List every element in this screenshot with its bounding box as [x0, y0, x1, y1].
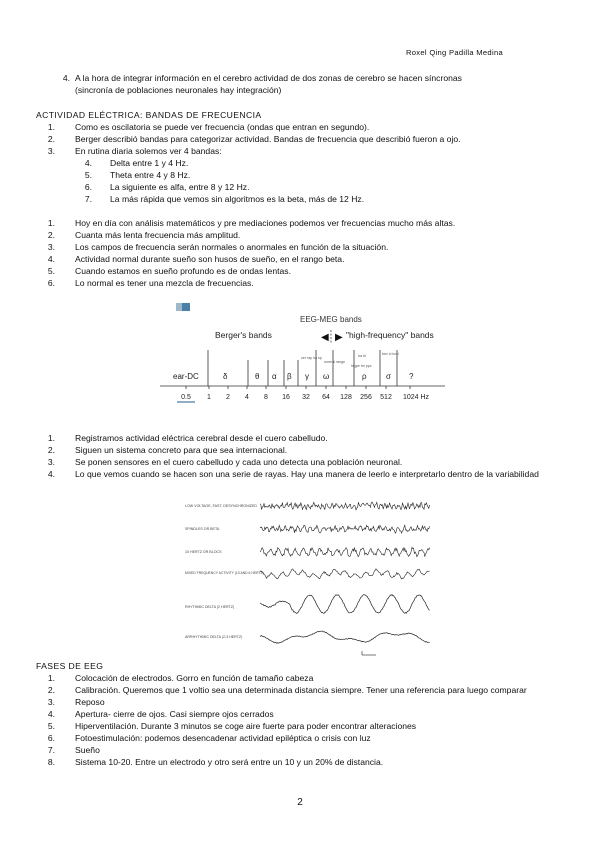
item-text: Actividad normal durante sueño son husos de sueño, en el rango beta. — [75, 254, 345, 264]
item-number: 1. — [47, 673, 55, 683]
item-text: La más rápida que vemos sin algoritmos es la beta, más de 12 Hz. — [110, 194, 365, 204]
trace-arrhythmic-delta — [260, 631, 430, 643]
item-text: Como es oscilatoria se puede ver frecuencia (ondas que entran en segundo). — [75, 122, 370, 132]
item-number: 6. — [84, 182, 92, 192]
arrow-left-icon: ◀ — [321, 332, 329, 343]
item-number: 2. — [47, 685, 55, 695]
band-label-ear-dc: ear-DC — [173, 372, 199, 381]
item-number: 2. — [47, 230, 55, 240]
trace-fast — [260, 502, 430, 510]
band-label-delta: δ — [223, 372, 228, 381]
item-text: Registramos actividad eléctrica cerebral desde el cuero cabelludo. — [75, 433, 328, 443]
item-text: Reposo — [75, 697, 105, 707]
tick-label: 0.5 — [181, 394, 191, 401]
tick-label: 2 — [226, 394, 230, 401]
item-number: 7. — [84, 194, 92, 204]
band-small-label: ver ray ha sp — [301, 356, 322, 360]
tick-label: 32 — [302, 394, 310, 401]
item-text: Hiperventilación. Durante 3 minutos se coge aire fuerte para poder encontrar alteraciones — [75, 721, 417, 731]
item-text: Se ponen sensores en el cuero cabelludo y cada uno detecta una población neuronal. — [75, 457, 403, 467]
intro-number: 4. — [62, 73, 70, 83]
band-label-gamma: γ — [305, 372, 309, 381]
intro-line2: (sincronía de poblaciones neuronales hay integración) — [75, 85, 282, 95]
item-number: 4. — [47, 469, 55, 479]
eeg-bands-figure — [160, 298, 450, 410]
tick-label: 64 — [322, 394, 330, 401]
item-text: Cuanta más lenta frecuencia más amplitud. — [75, 230, 241, 240]
item-text: Theta entre 4 y 8 Hz. — [110, 170, 191, 180]
item-text: Apertura- cierre de ojos. Casi siempre ojos cerrados — [75, 709, 274, 719]
tick-label: 1024 Hz — [402, 394, 430, 401]
item-number: 3. — [47, 457, 55, 467]
intro-line1: A la hora de integrar información en el cerebro actividad de dos zonas de cerebro se hacen síncronas — [75, 73, 462, 83]
figure-mark-dark — [182, 303, 190, 311]
trace-alpha — [260, 547, 430, 556]
tick-label: 256 — [360, 394, 372, 401]
item-text: Los campos de frecuencia serán normales o anormales en función de la situación. — [75, 242, 389, 252]
tick-label: 4 — [245, 394, 249, 401]
trace-mixed — [260, 569, 430, 579]
berger-bands-label: Berger's bands — [215, 330, 272, 340]
item-number: 8. — [47, 757, 55, 767]
item-number: 6. — [47, 278, 55, 288]
band-label-sigma: σ — [386, 372, 391, 381]
item-text: Sueño — [75, 745, 100, 755]
item-text: Siguen un sistema concreto para que sea internacional. — [75, 445, 288, 455]
item-text: En rutina diaria solemos ver 4 bandas: — [75, 146, 222, 156]
item-text: Cuando estamos en sueño profundo es de ondas lentas. — [75, 266, 291, 276]
tick-label: 16 — [282, 394, 290, 401]
tick-label: 8 — [264, 394, 268, 401]
trace-label: MIXED FREQUENCY ACTIVITY (10 AND 6 HERTZ) — [185, 571, 264, 575]
arrow-right-icon: ▶ — [335, 332, 343, 343]
item-text: La siguiente es alfa, entre 8 y 12 Hz. — [110, 182, 250, 192]
author-name: Roxel Qing Padilla Medina — [406, 48, 503, 57]
item-number: 2. — [47, 445, 55, 455]
tick-label: 1 — [207, 394, 211, 401]
band-label-rho: ρ — [362, 372, 367, 381]
item-text: Fotoestimulación: podemos desencadenar actividad epiléptica o crisis con luz — [75, 733, 371, 743]
item-text: Calibración. Queremos que 1 voltio sea una determinada distancia siempre. Tener una referencia para luego comparar — [75, 685, 527, 695]
item-number: 4. — [47, 709, 55, 719]
trace-spindles — [260, 525, 430, 533]
band-small-label: ha ld — [358, 354, 366, 358]
band-small-label: normal range — [324, 360, 346, 364]
band-label-beta: β — [287, 372, 292, 381]
item-number: 7. — [47, 745, 55, 755]
trace-label: LOW VOLTAGE, FAST, DESYNCHRONIZED — [185, 504, 257, 508]
item-number: 4. — [84, 158, 92, 168]
item-number: 6. — [47, 733, 55, 743]
item-text: Hoy en día con análisis matemáticos y pre mediaciones podemos ver frecuencias mucho más altas. — [75, 218, 456, 228]
band-label-unknown: ? — [409, 372, 414, 381]
item-number: 3. — [47, 146, 55, 156]
trace-label: SPINDLES OR BETA — [185, 527, 220, 531]
figure-title: EEG-MEG bands — [300, 315, 362, 324]
band-label-theta: θ — [255, 372, 260, 381]
eeg-traces-figure — [180, 492, 440, 662]
band-label-omega: ω — [323, 372, 330, 381]
band-label-alpha: α — [272, 372, 277, 381]
item-number: 1. — [47, 433, 55, 443]
high-frequency-label: "high-frequency" bands — [346, 330, 434, 340]
item-number: 1. — [47, 122, 55, 132]
tick-label: 512 — [380, 394, 392, 401]
item-text: Delta entre 1 y 4 Hz. — [110, 158, 189, 168]
item-number: 2. — [47, 134, 55, 144]
item-number: 3. — [47, 242, 55, 252]
item-text: Sistema 10-20. Entre un electrodo y otro será entre un 10 y un 20% de distancia. — [75, 757, 384, 767]
section-heading-fases: FASES DE EEG — [36, 661, 104, 671]
item-number: 3. — [47, 697, 55, 707]
trace-label: 10 HERTZ OR BLOCS — [185, 550, 222, 554]
item-text: Lo normal es tener una mezcla de frecuencias. — [75, 278, 254, 288]
band-small-label: bex cl bcsl — [382, 352, 399, 356]
band-small-label: higpe tm ppc — [351, 364, 372, 368]
tick-label: 128 — [340, 394, 352, 401]
item-text: Berger describió bandas para categorizar actividad. Bandas de frecuencia que describió fueron a ojo. — [75, 134, 461, 144]
item-number: 5. — [47, 721, 55, 731]
page-number: 2 — [297, 797, 303, 808]
item-number: 5. — [84, 170, 92, 180]
item-text: Lo que vemos cuando se hacen son una serie de rayas. Hay una manera de leerlo e interpretarlo dentro de la variabilidad — [75, 469, 539, 479]
trace-rhythmic-delta — [260, 595, 430, 614]
item-text: Colocación de electrodos. Gorro en función de tamaño cabeza — [75, 673, 314, 683]
item-number: 4. — [47, 254, 55, 264]
trace-label: ARRHYTHMIC DELTA (2-3 HERTZ) — [185, 635, 243, 639]
section-heading-bandas: ACTIVIDAD ELÉCTRICA: BANDAS DE FRECUENCIA — [36, 110, 262, 120]
item-number: 1. — [47, 218, 55, 228]
item-number: 5. — [47, 266, 55, 276]
trace-label: RHYTHMIC DELTA (2 HERTZ) — [185, 605, 235, 609]
